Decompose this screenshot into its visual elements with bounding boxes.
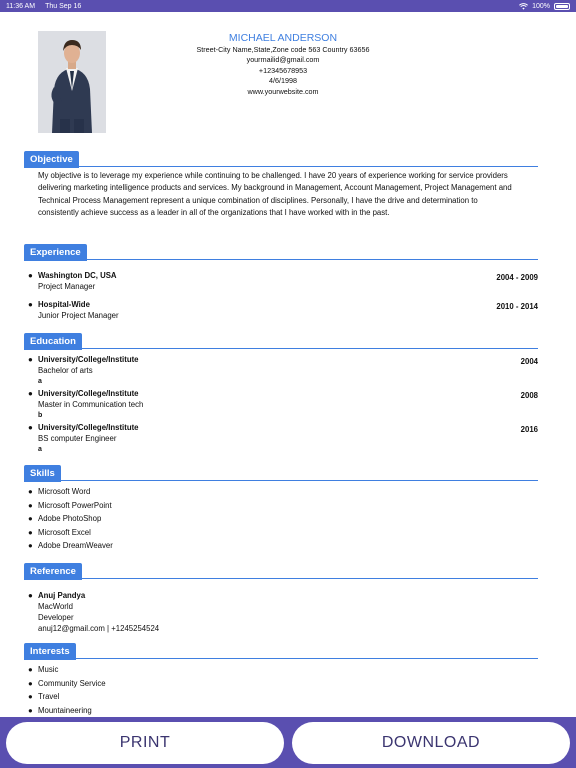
reference-contact: anuj12@gmail.com | +1245254524: [38, 624, 160, 633]
education-degree: BS computer Engineer: [38, 434, 117, 443]
skill-label: Adobe DreamWeaver: [38, 541, 113, 550]
interest-label: Travel: [38, 692, 60, 701]
experience-header: [24, 242, 538, 260]
education-grade: a: [38, 378, 42, 385]
battery-icon: [554, 3, 570, 10]
skill-label: Microsoft PowerPoint: [38, 500, 112, 510]
experience-years: 2010 - 2014: [496, 302, 538, 311]
education-grade: a: [38, 446, 42, 453]
download-button[interactable]: DOWNLOAD: [292, 722, 570, 764]
experience-item: [28, 270, 538, 294]
education-school: University/College/Institute: [38, 389, 139, 398]
reference-header: [24, 561, 538, 579]
education-year: 2008: [520, 391, 538, 400]
interest-label: Community Service: [38, 678, 106, 688]
education-year: 2016: [520, 425, 538, 434]
wifi-icon: [519, 3, 528, 10]
education-item: [28, 422, 538, 456]
experience-years: 2004 - 2009: [496, 273, 538, 282]
bullet: ●: [28, 514, 33, 523]
bullet: ●: [28, 500, 33, 510]
skill-label: Microsoft Excel: [38, 527, 91, 537]
bullet: ●: [28, 355, 33, 364]
profile-dob: 4/6/1998: [269, 76, 297, 86]
bullet: ●: [28, 389, 33, 398]
skills-title: Skills: [24, 465, 61, 482]
education-grade: b: [38, 412, 43, 419]
interest-label: Music: [38, 665, 59, 674]
profile-email: yourmailid@gmail.com: [246, 55, 320, 65]
status-bar: [0, 0, 576, 12]
profile-photo: [38, 31, 106, 133]
education-degree: Bachelor of arts: [38, 366, 93, 375]
objective-header: [24, 149, 538, 167]
skills-header: [24, 463, 538, 481]
education-item: [28, 354, 538, 388]
education-year: 2004: [520, 357, 538, 366]
bullet: ●: [28, 692, 33, 701]
profile-name: MICHAEL ANDERSON: [228, 32, 338, 44]
profile-phone: +12345678953: [258, 65, 308, 75]
objective-title: Objective: [24, 151, 79, 168]
bullet: ●: [28, 591, 33, 600]
bullet: ●: [28, 527, 33, 537]
bullet: ●: [28, 487, 33, 496]
profile-website: www.yourwebsite.com: [247, 86, 319, 96]
bullet: ●: [28, 300, 33, 309]
profile-address: Street-City Name,State,Zone code 563 Country 63656: [196, 45, 370, 54]
interest-label: Mountaineering: [38, 705, 92, 715]
reference-title: Reference: [24, 563, 82, 580]
education-title: Education: [24, 333, 82, 350]
bottom-action-bar: [0, 717, 576, 768]
education-school: University/College/Institute: [38, 355, 139, 364]
education-school: University/College/Institute: [38, 423, 139, 432]
status-time: 11:36 AM: [6, 2, 36, 10]
bullet: ●: [28, 271, 33, 280]
reference-title: Developer: [38, 613, 74, 622]
contact-block: [180, 31, 386, 97]
bullet: ●: [28, 678, 33, 688]
reference-item: [28, 590, 538, 634]
education-item: [28, 388, 538, 422]
bullet: ●: [28, 423, 33, 432]
resume-preview: [0, 12, 576, 717]
experience-role: Junior Project Manager: [38, 311, 119, 320]
status-right: [519, 3, 570, 10]
bullet: ●: [28, 541, 33, 550]
objective-text: My objective is to leverage my experience while continuing to be challenged. I have 20 years of experience working for service providers delivering marketing intelligence products and services. My background in Management, Account Management, Project Management and Technical Process Management represent a unique combination of disciplines. Personally, I have the drive and determination to consistently achieve success as a leader in all of the organizations that I have worked with in the past.: [38, 171, 512, 218]
education-degree: Master in Communication tech: [38, 400, 144, 409]
skill-label: Microsoft Word: [38, 487, 91, 496]
education-header: [24, 331, 538, 349]
print-button[interactable]: PRINT: [6, 722, 284, 764]
experience-title: Experience: [24, 244, 87, 261]
interests-title: Interests: [24, 643, 76, 660]
battery-percent: 100%: [532, 2, 550, 10]
interests-header: [24, 641, 538, 659]
reference-company: MacWorld: [38, 602, 73, 611]
bullet: ●: [28, 665, 33, 674]
reference-name: Anuj Pandya: [38, 591, 86, 600]
experience-place: Hospital-Wide: [38, 300, 90, 309]
status-date: Thu Sep 16: [45, 2, 82, 10]
experience-item: [28, 299, 538, 323]
experience-role: Project Manager: [38, 282, 96, 291]
skill-label: Adobe PhotoShop: [38, 514, 102, 523]
experience-place: Washington DC, USA: [38, 271, 117, 280]
bullet: ●: [28, 705, 33, 715]
